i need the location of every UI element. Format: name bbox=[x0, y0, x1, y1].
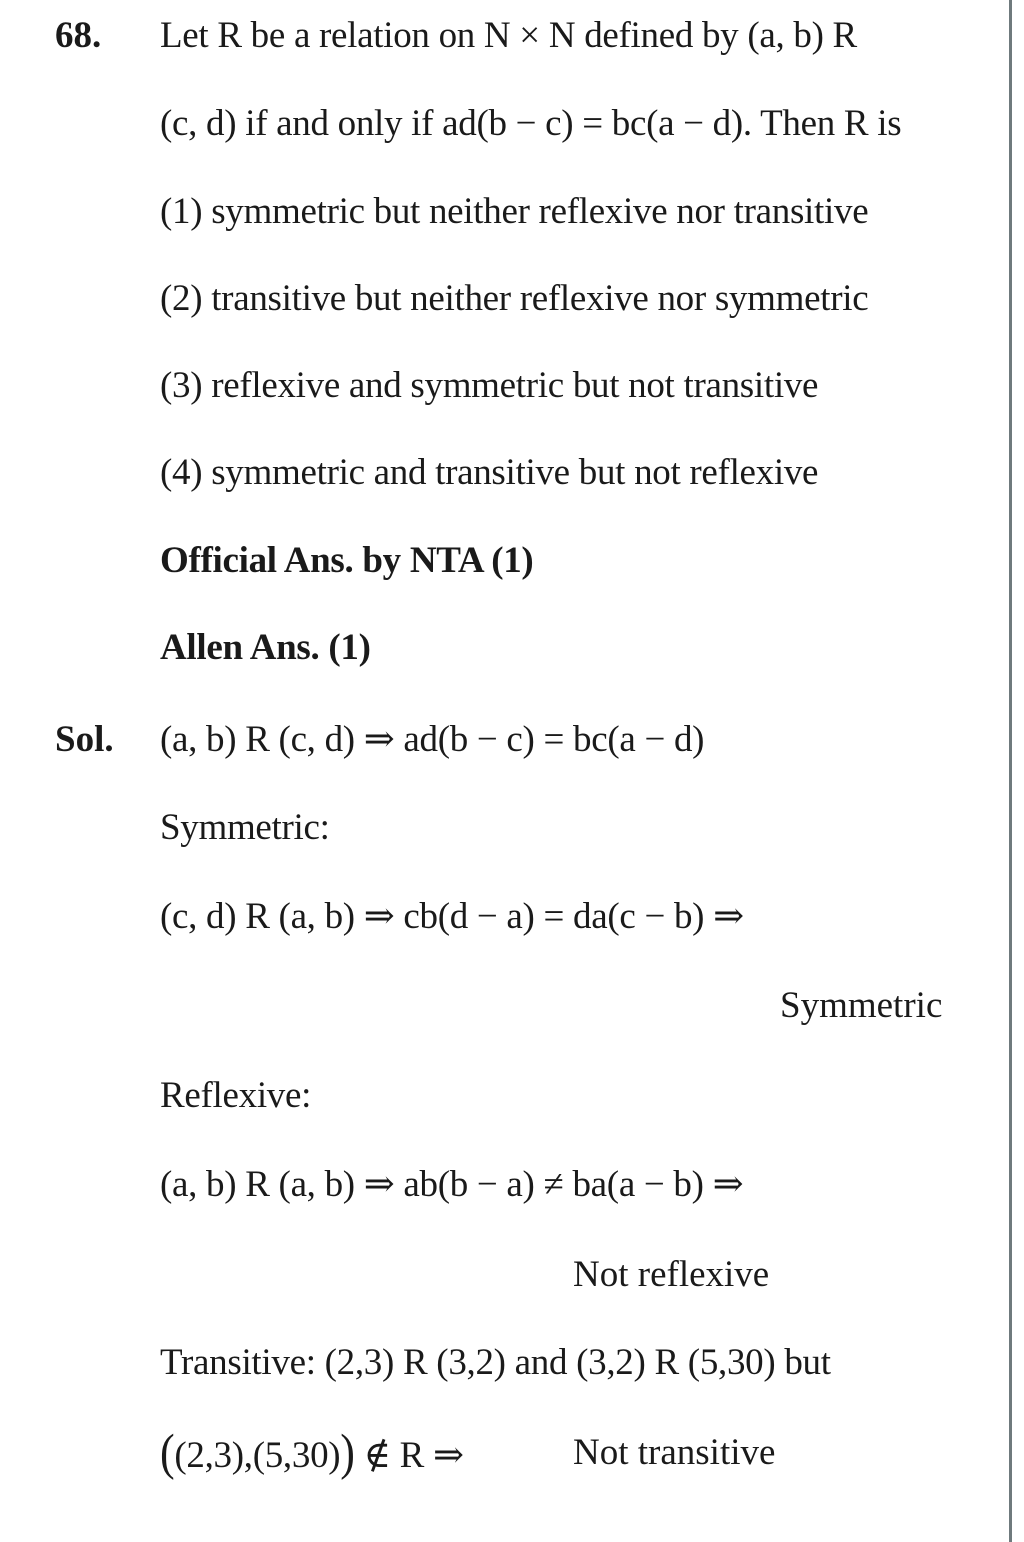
transitive-not-in-r: ∉ R ⇒ bbox=[363, 1435, 464, 1476]
symmetric-line: (c, d) R (a, b) ⇒ cb(d − a) = da(c − b) ⇒ bbox=[160, 896, 744, 937]
symmetric-conclusion: Symmetric bbox=[780, 985, 943, 1026]
symmetric-heading: Symmetric: bbox=[160, 807, 330, 848]
transitive-line-2 bbox=[160, 1424, 464, 1481]
option-4-text: symmetric and transitive but not reflexive bbox=[211, 452, 819, 493]
allen-answer: Allen Ans. (1) bbox=[160, 627, 371, 668]
transitive-open-paren: ( bbox=[160, 1424, 175, 1481]
option-1-label: (1) bbox=[160, 191, 203, 232]
solution-line-1: (a, b) R (c, d) ⇒ ad(b − c) = bc(a − d) bbox=[160, 719, 705, 760]
option-2-text: transitive but neither reflexive nor symmetric bbox=[211, 278, 869, 319]
option-4-label: (4) bbox=[160, 452, 203, 493]
question-stem-line-1: Let R be a relation on N × N defined by (a, b) R bbox=[160, 15, 857, 56]
transitive-close-paren: ) bbox=[340, 1424, 355, 1481]
option-2-label: (2) bbox=[160, 278, 203, 319]
reflexive-heading: Reflexive: bbox=[160, 1075, 312, 1116]
option-4 bbox=[160, 451, 818, 495]
transitive-line-1: Transitive: (2,3) R (3,2) and (3,2) R (5,30) but bbox=[160, 1342, 831, 1383]
transitive-conclusion: Not transitive bbox=[573, 1432, 776, 1473]
reflexive-line: (a, b) R (a, b) ⇒ ab(b − a) ≠ ba(a − b) ⇒ bbox=[160, 1164, 744, 1205]
page-right-border bbox=[1009, 0, 1012, 1542]
option-2 bbox=[160, 277, 868, 321]
option-1-text: symmetric but neither reflexive nor transitive bbox=[211, 191, 869, 232]
transitive-pair-expression: (2,3),(5,30) bbox=[174, 1435, 341, 1476]
option-3-text: reflexive and symmetric but not transitive bbox=[211, 365, 819, 406]
question-number: 68. bbox=[55, 15, 102, 56]
official-answer: Official Ans. by NTA (1) bbox=[160, 540, 534, 581]
solution-label: Sol. bbox=[55, 719, 114, 760]
option-1 bbox=[160, 190, 868, 234]
option-3-label: (3) bbox=[160, 365, 203, 406]
reflexive-conclusion: Not reflexive bbox=[573, 1254, 770, 1295]
question-stem-line-2: (c, d) if and only if ad(b − c) = bc(a − d). Then R is bbox=[160, 103, 902, 144]
option-3 bbox=[160, 364, 818, 408]
